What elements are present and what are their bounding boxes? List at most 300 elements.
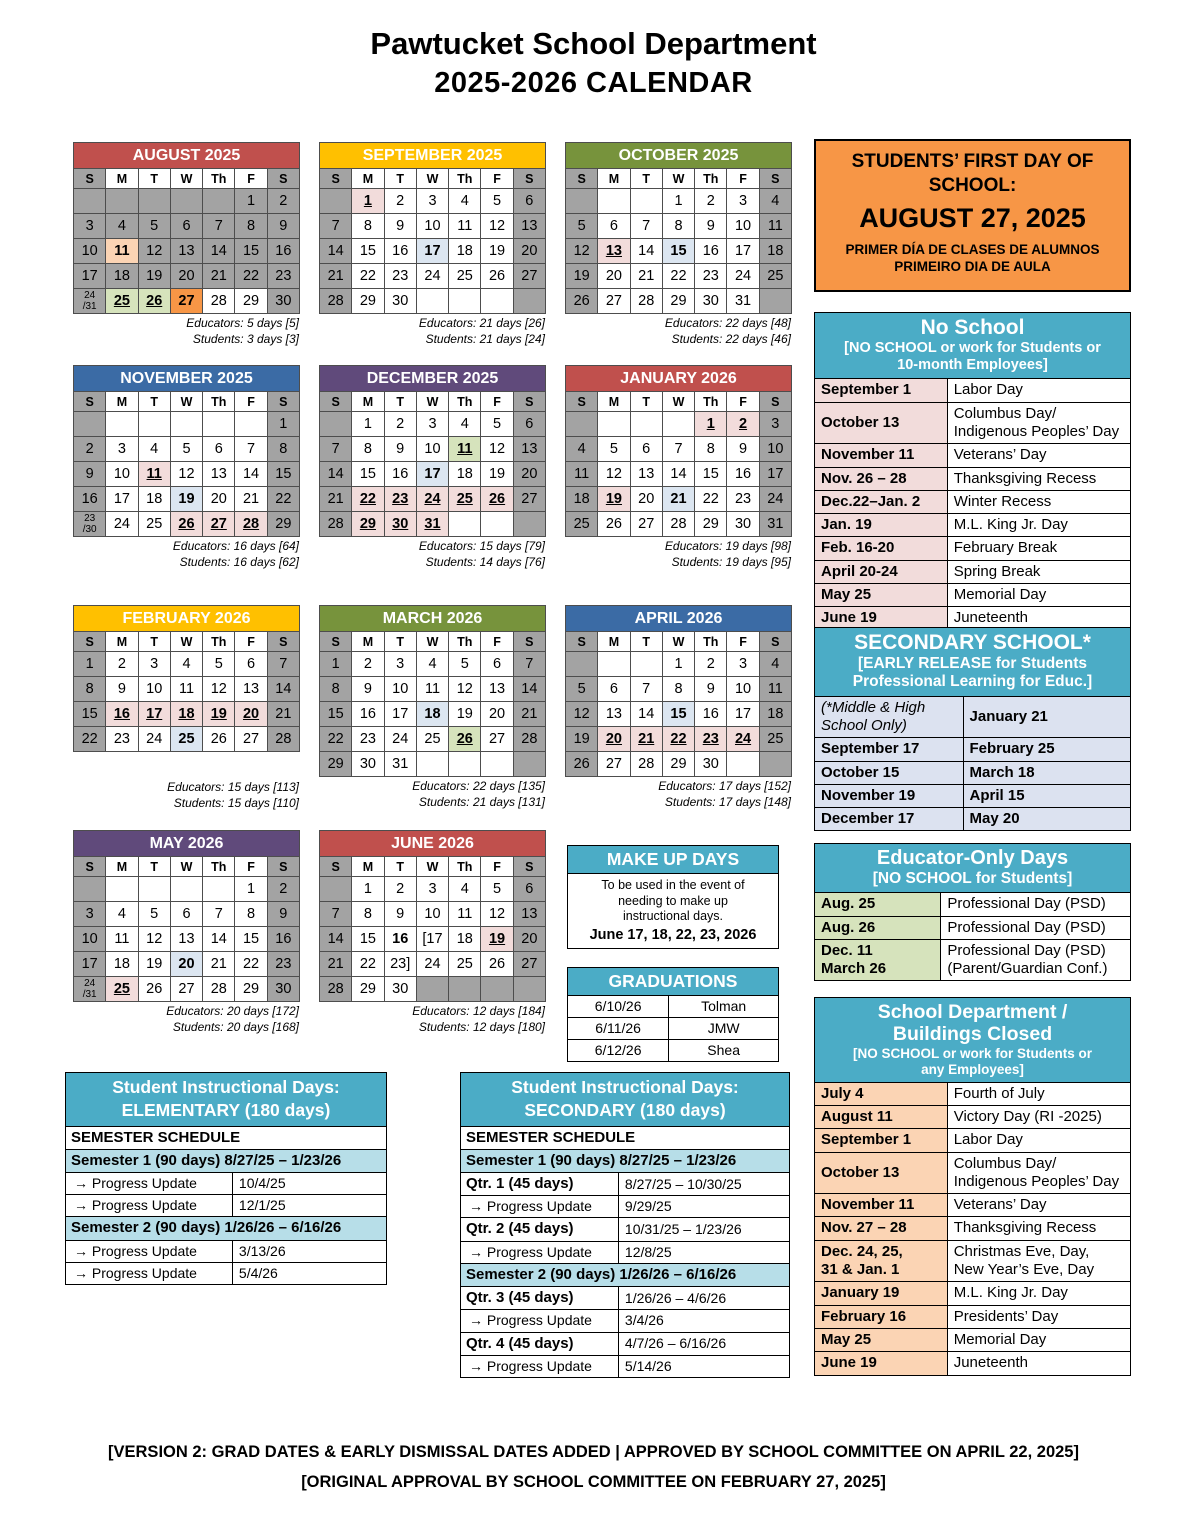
weekday-label: W (416, 392, 448, 412)
calendar-day-empty (513, 752, 545, 777)
calendar-day: 19 (481, 462, 513, 487)
calendar-day-empty (74, 877, 106, 902)
buildings-closed-row-date: May 25 (815, 1328, 948, 1351)
calendar-day: 7 (630, 214, 662, 239)
progress-update-date: 12/8/25 (618, 1241, 789, 1263)
calendar-day: 3 (138, 652, 170, 677)
early-release-row-label: May 20 (963, 808, 1130, 831)
calendar-day-empty (320, 877, 352, 902)
calendar-day: 15 (235, 927, 267, 952)
week-row (566, 412, 792, 437)
calendar-day: 16 (384, 239, 416, 264)
buildings-closed-row-date: February 16 (815, 1305, 948, 1328)
secondary-school-header (814, 627, 1131, 696)
graduation-row-label: JMW (669, 1018, 779, 1040)
early-release-row (815, 784, 1131, 807)
calendar-day: 16 (695, 702, 727, 727)
calendar-day: 15 (352, 239, 384, 264)
calendar-day: 9 (384, 437, 416, 462)
calendar-day: 31 (384, 752, 416, 777)
calendar-day-empty (481, 977, 513, 1002)
quarter-dates: 8/27/25 – 10/30/25 (618, 1173, 789, 1196)
graduation-row (568, 1040, 779, 1062)
buildings-closed-row-label: Juneteenth (947, 1352, 1130, 1375)
week-row (566, 677, 792, 702)
calendar-day: 28 (630, 752, 662, 777)
weekday-label: W (170, 392, 202, 412)
buildings-closed-row (815, 1305, 1131, 1328)
early-release-row (815, 761, 1131, 784)
progress-update-label: → Progress Update (461, 1355, 619, 1377)
calendar-day: 22 (695, 487, 727, 512)
calendar-day: 4 (416, 652, 448, 677)
calendar-day: 20 (481, 702, 513, 727)
no-school-row-label: February Break (947, 537, 1130, 560)
educator-day-row-date: Aug. 26 (815, 916, 941, 939)
buildings-closed-row-label: Columbus Day/ Indigenous Peoples’ Day (947, 1152, 1130, 1194)
calendar-day: 28 (630, 289, 662, 314)
calendar-day: 4 (449, 412, 481, 437)
calendar-day-empty (203, 189, 235, 214)
elementary-instructional-header (65, 1072, 387, 1126)
semester-row: Semester 1 (90 days) 8/27/25 – 1/23/26 (461, 1149, 790, 1172)
calendar-day: 1 (235, 877, 267, 902)
calendar-day: 19 (566, 727, 598, 752)
calendar-day: 21 (203, 952, 235, 977)
calendar-day: 24 (759, 487, 791, 512)
calendar-day: 18 (170, 702, 202, 727)
month-day-counts: Educators: 19 days [98] Students: 19 days [95] (664, 539, 791, 569)
calendar-day: 18 (449, 462, 481, 487)
weekday-label: T (630, 169, 662, 189)
calendar-day: 22 (352, 264, 384, 289)
calendar-day: 5 (566, 677, 598, 702)
graduations-header (567, 967, 779, 995)
calendar-day: 10 (416, 214, 448, 239)
graduation-row-date: 6/12/26 (568, 1040, 669, 1062)
month-day-counts: Educators: 17 days [152] Students: 17 days [148] (658, 779, 791, 809)
calendar-day: 28 (513, 727, 545, 752)
month-title: DECEMBER 2025 (320, 366, 546, 392)
week-row (566, 727, 792, 752)
graduations-panel (567, 967, 779, 1062)
calendar-day-empty (203, 877, 235, 902)
calendar-day: 25 (106, 289, 138, 314)
weekday-label: S (513, 857, 545, 877)
weekday-label: W (662, 169, 694, 189)
calendar-day: 17 (727, 239, 759, 264)
month-day-counts: Educators: 5 days [5] Students: 3 days [3] (186, 316, 299, 346)
buildings-closed-row-label: Victory Day (RI -2025) (947, 1105, 1130, 1128)
calendar-day: 6 (513, 189, 545, 214)
weekday-label: M (598, 169, 630, 189)
calendar-day: 24 (138, 727, 170, 752)
calendar-day-empty (170, 412, 202, 437)
week-row (74, 977, 300, 1002)
calendar-day: 17 (759, 462, 791, 487)
weekday-label: S (759, 392, 791, 412)
weekday-label: S (74, 392, 106, 412)
calendar-day: 21 (320, 952, 352, 977)
no-school-row (815, 467, 1131, 490)
no-school-row-date: October 13 (815, 402, 948, 444)
week-row (320, 512, 546, 537)
week-row (74, 677, 300, 702)
calendar-day: 24 /31 (74, 289, 106, 314)
week-row (74, 487, 300, 512)
calendar-day: 15 (235, 239, 267, 264)
calendar-day: 11 (759, 677, 791, 702)
month-january-2026 (565, 365, 792, 605)
buildings-closed-row (815, 1194, 1131, 1217)
calendar-day: 7 (630, 677, 662, 702)
calendar-day-empty (416, 977, 448, 1002)
calendar-day: 27 (170, 289, 202, 314)
weekday-label: S (267, 392, 299, 412)
first-day-heading: STUDENTS’ FIRST DAY OF SCHOOL: (851, 151, 1094, 196)
weekday-label: T (384, 169, 416, 189)
calendar-day: 30 (267, 977, 299, 1002)
weekday-label: S (74, 169, 106, 189)
secondary-instructional-title: Student Instructional Days: SECONDARY (180 days) (511, 1077, 739, 1120)
month-march-2026 (319, 605, 546, 830)
calendar-day: 13 (630, 462, 662, 487)
schedule-row (66, 1262, 387, 1284)
no-school-row-label: Veterans’ Day (947, 444, 1130, 467)
calendar-day-empty (320, 412, 352, 437)
calendar-day: 27 (513, 264, 545, 289)
week-row (320, 264, 546, 289)
calendar-day: 14 (267, 677, 299, 702)
calendar-day: 6 (235, 652, 267, 677)
calendar-day: 27 (598, 752, 630, 777)
weekday-label: S (566, 169, 598, 189)
calendar-day: 9 (384, 214, 416, 239)
calendar-day: 4 (759, 189, 791, 214)
calendar-day: 4 (759, 652, 791, 677)
calendar-day: 22 (662, 264, 694, 289)
calendar-day: 19 (170, 487, 202, 512)
weekday-label: F (235, 169, 267, 189)
calendar-day-empty (138, 877, 170, 902)
buildings-closed-row (815, 1240, 1131, 1282)
week-row (320, 462, 546, 487)
month-title: MARCH 2026 (320, 606, 546, 632)
calendar-day: 24 (416, 264, 448, 289)
calendar-day-empty (170, 877, 202, 902)
weekday-label: S (566, 392, 598, 412)
calendar-day: 2 (267, 877, 299, 902)
calendar-day: 17 (384, 702, 416, 727)
secondary-school-table (814, 696, 1131, 832)
calendar-day: 9 (695, 214, 727, 239)
calendar-day: 25 (566, 512, 598, 537)
no-school-row-date: Feb. 16-20 (815, 537, 948, 560)
calendar-day: 17 (74, 264, 106, 289)
weekday-label: M (106, 169, 138, 189)
educator-day-row-label: Professional Day (PSD) (941, 893, 1131, 916)
calendar-day: 21 (203, 264, 235, 289)
buildings-closed-row-label: Christmas Eve, Day, New Year’s Eve, Day (947, 1240, 1130, 1282)
progress-update-label: → Progress Update (66, 1240, 233, 1262)
calendar-day: 5 (138, 902, 170, 927)
week-row (74, 214, 300, 239)
educator-day-row (815, 939, 1131, 981)
calendar-day: 21 (513, 702, 545, 727)
buildings-closed-row-label: Labor Day (947, 1129, 1130, 1152)
buildings-closed-row (815, 1217, 1131, 1240)
early-release-row (815, 696, 1131, 738)
weekday-label: S (759, 169, 791, 189)
month-day-counts: Educators: 22 days [48] Students: 22 days [46] (664, 316, 791, 346)
buildings-closed-row (815, 1328, 1131, 1351)
weekday-label: W (662, 632, 694, 652)
calendar-day: 27 (513, 952, 545, 977)
weekday-label: M (598, 632, 630, 652)
calendar-day: 17 (138, 702, 170, 727)
weekday-label: S (74, 632, 106, 652)
week-row (74, 702, 300, 727)
month-september-2025 (319, 142, 546, 365)
calendar-day: 13 (513, 437, 545, 462)
calendar-day: 30 (727, 512, 759, 537)
graduation-row (568, 1018, 779, 1040)
month-table (73, 365, 300, 537)
week-row (320, 902, 546, 927)
quarter-label: Qtr. 2 (45 days) (461, 1218, 619, 1241)
weekday-label: S (267, 169, 299, 189)
schedule-row (461, 1287, 790, 1310)
calendar-day: 7 (320, 214, 352, 239)
calendar-day: 6 (513, 412, 545, 437)
calendar-day: 15 (695, 462, 727, 487)
no-school-row-label: Spring Break (947, 560, 1130, 583)
month-day-counts: Educators: 15 days [79] Students: 14 days [76] (418, 539, 545, 569)
calendar-day: 30 (352, 752, 384, 777)
calendar-day: 29 (352, 977, 384, 1002)
no-school-row (815, 379, 1131, 402)
weekday-label: F (727, 169, 759, 189)
no-school-row-label: Thanksgiving Recess (947, 467, 1130, 490)
calendar-day: 14 (235, 462, 267, 487)
month-day-counts: Educators: 22 days [135] Students: 21 days [131] (412, 779, 545, 809)
calendar-day: 28 (320, 977, 352, 1002)
calendar-day: 13 (598, 702, 630, 727)
calendar-day: 26 (598, 512, 630, 537)
calendar-day: 6 (630, 437, 662, 462)
makeup-days-panel (567, 845, 779, 949)
no-school-row (815, 584, 1131, 607)
weekday-label: Th (203, 632, 235, 652)
month-table (319, 365, 546, 537)
no-school-row-date: November 11 (815, 444, 948, 467)
weekday-label: S (513, 632, 545, 652)
calendar-day: 7 (267, 652, 299, 677)
calendar-day: 25 (449, 487, 481, 512)
calendar-day: 11 (449, 437, 481, 462)
week-row (566, 512, 792, 537)
calendar-day: 3 (727, 189, 759, 214)
weekday-label: M (352, 857, 384, 877)
calendar-day: 27 (513, 487, 545, 512)
calendar-day: 27 (203, 512, 235, 537)
elementary-instructional-panel (65, 1072, 387, 1285)
calendar-day-empty (106, 412, 138, 437)
calendar-day: 8 (74, 677, 106, 702)
schedule-row (66, 1195, 387, 1217)
calendar-day: 18 (566, 487, 598, 512)
early-release-row-date: October 15 (815, 761, 964, 784)
week-row (74, 652, 300, 677)
calendar-day: 10 (759, 437, 791, 462)
month-table (319, 142, 546, 314)
buildings-closed-title: School Department / Buildings Closed (877, 1001, 1068, 1046)
calendar-day: 13 (170, 927, 202, 952)
weekday-label: T (138, 632, 170, 652)
calendar-day-empty (566, 652, 598, 677)
month-table (319, 830, 546, 1002)
month-table (73, 142, 300, 314)
week-row (320, 727, 546, 752)
buildings-closed-row-label: Memorial Day (947, 1328, 1130, 1351)
week-row (320, 652, 546, 677)
calendar-day-empty (630, 189, 662, 214)
calendar-day-empty (416, 752, 448, 777)
week-row (74, 727, 300, 752)
calendar-day-empty (566, 189, 598, 214)
schedule-row (461, 1218, 790, 1241)
calendar-day: 16 (352, 702, 384, 727)
month-title: JUNE 2026 (320, 831, 546, 857)
calendar-day: 15 (662, 239, 694, 264)
week-row (74, 902, 300, 927)
calendar-day: 6 (170, 902, 202, 927)
calendar-day: 16 (74, 487, 106, 512)
approval-footer-line1: [VERSION 2: GRAD DATES & EARLY DISMISSAL DATES ADDED | APPROVED BY SCHOOL COMMITTEE ON APRIL 22, 2025] (108, 1443, 1079, 1461)
calendar-day: 20 (598, 727, 630, 752)
progress-update-date: 3/13/26 (232, 1240, 386, 1262)
calendar-day: 15 (352, 462, 384, 487)
calendar-day: 13 (481, 677, 513, 702)
calendar-day: 22 (320, 727, 352, 752)
calendar-day: 10 (138, 677, 170, 702)
progress-update-date: 10/4/25 (232, 1173, 386, 1195)
calendar-day: 3 (74, 902, 106, 927)
calendar-day: 15 (320, 702, 352, 727)
calendar-day: 18 (106, 264, 138, 289)
approval-footer-line2: [ORIGINAL APPROVAL BY SCHOOL COMMITTEE ON FEBRUARY 27, 2025] (301, 1473, 886, 1491)
buildings-closed-row (815, 1129, 1131, 1152)
calendar-day: 26 (203, 727, 235, 752)
calendar-day: 25 (449, 952, 481, 977)
buildings-closed-row-label: M.L. King Jr. Day (947, 1282, 1130, 1305)
secondary-instructional-table (460, 1126, 790, 1378)
calendar-day-empty (449, 512, 481, 537)
progress-update-label: → Progress Update (66, 1173, 233, 1195)
week-row (74, 264, 300, 289)
calendar-day-empty (759, 289, 791, 314)
calendar-day-empty (630, 412, 662, 437)
calendar-day-empty (449, 289, 481, 314)
month-table (319, 605, 546, 777)
month-title: JANUARY 2026 (566, 366, 792, 392)
calendar-day: 8 (695, 437, 727, 462)
calendar-day: 18 (138, 487, 170, 512)
month-june-2026 (319, 830, 546, 1035)
calendar-day-empty (513, 512, 545, 537)
graduation-row-label: Tolman (669, 996, 779, 1018)
calendar-day-empty (138, 412, 170, 437)
calendar-day: 10 (74, 927, 106, 952)
month-title: FEBRUARY 2026 (74, 606, 300, 632)
early-release-row-label: April 15 (963, 784, 1130, 807)
calendar-day: 18 (106, 952, 138, 977)
calendar-day: 26 (481, 487, 513, 512)
calendar-day: 2 (384, 877, 416, 902)
schedule-row (461, 1310, 790, 1332)
week-row (566, 702, 792, 727)
buildings-closed-row-label: Veterans’ Day (947, 1194, 1130, 1217)
month-day-counts: Educators: 16 days [64] Students: 16 days [62] (172, 539, 299, 569)
no-school-panel (814, 312, 1131, 631)
weekday-label: S (267, 632, 299, 652)
calendar-day: 22 (235, 952, 267, 977)
calendar-day: 4 (449, 877, 481, 902)
week-row (74, 239, 300, 264)
month-title: MAY 2026 (74, 831, 300, 857)
no-school-row-label: M.L. King Jr. Day (947, 514, 1130, 537)
calendar-day: 27 (598, 289, 630, 314)
calendar-day: 6 (598, 214, 630, 239)
first-day-date: AUGUST 27, 2025 (859, 202, 1086, 233)
calendar-day: 16 (267, 239, 299, 264)
weekday-label: F (727, 632, 759, 652)
calendar-day: 5 (598, 437, 630, 462)
month-november-2025 (73, 365, 300, 605)
calendar-day-empty (598, 652, 630, 677)
calendar-day: 11 (416, 677, 448, 702)
weekday-label: F (481, 392, 513, 412)
graduation-row (568, 996, 779, 1018)
buildings-closed-row-label: Thanksgiving Recess (947, 1217, 1130, 1240)
calendar-day: 24 (416, 952, 448, 977)
no-school-row-date: April 20-24 (815, 560, 948, 583)
weekday-label: Th (203, 857, 235, 877)
calendar-day-empty (630, 652, 662, 677)
calendar-day: 13 (235, 677, 267, 702)
calendar-day: 2 (727, 412, 759, 437)
progress-update-label: → Progress Update (66, 1195, 233, 1217)
educator-days-subtitle: [NO SCHOOL for Students] (872, 870, 1073, 887)
calendar-day: 26 (138, 977, 170, 1002)
progress-update-date: 5/14/26 (618, 1355, 789, 1377)
calendar-day: 9 (267, 902, 299, 927)
weekday-label: T (630, 392, 662, 412)
progress-update-label: → Progress Update (66, 1262, 233, 1284)
calendar-day: 23 (384, 264, 416, 289)
semester-row: Semester 2 (90 days) 1/26/26 – 6/16/26 (461, 1263, 790, 1286)
week-row (74, 927, 300, 952)
progress-update-date: 12/1/25 (232, 1195, 386, 1217)
calendar-day: 1 (74, 652, 106, 677)
calendar-day: 17 (727, 702, 759, 727)
calendar-day: 1 (352, 877, 384, 902)
calendar-day: 23 (727, 487, 759, 512)
calendar-day: 25 (449, 264, 481, 289)
calendar-day: 19 (481, 239, 513, 264)
week-row (566, 462, 792, 487)
weekday-label: S (320, 857, 352, 877)
